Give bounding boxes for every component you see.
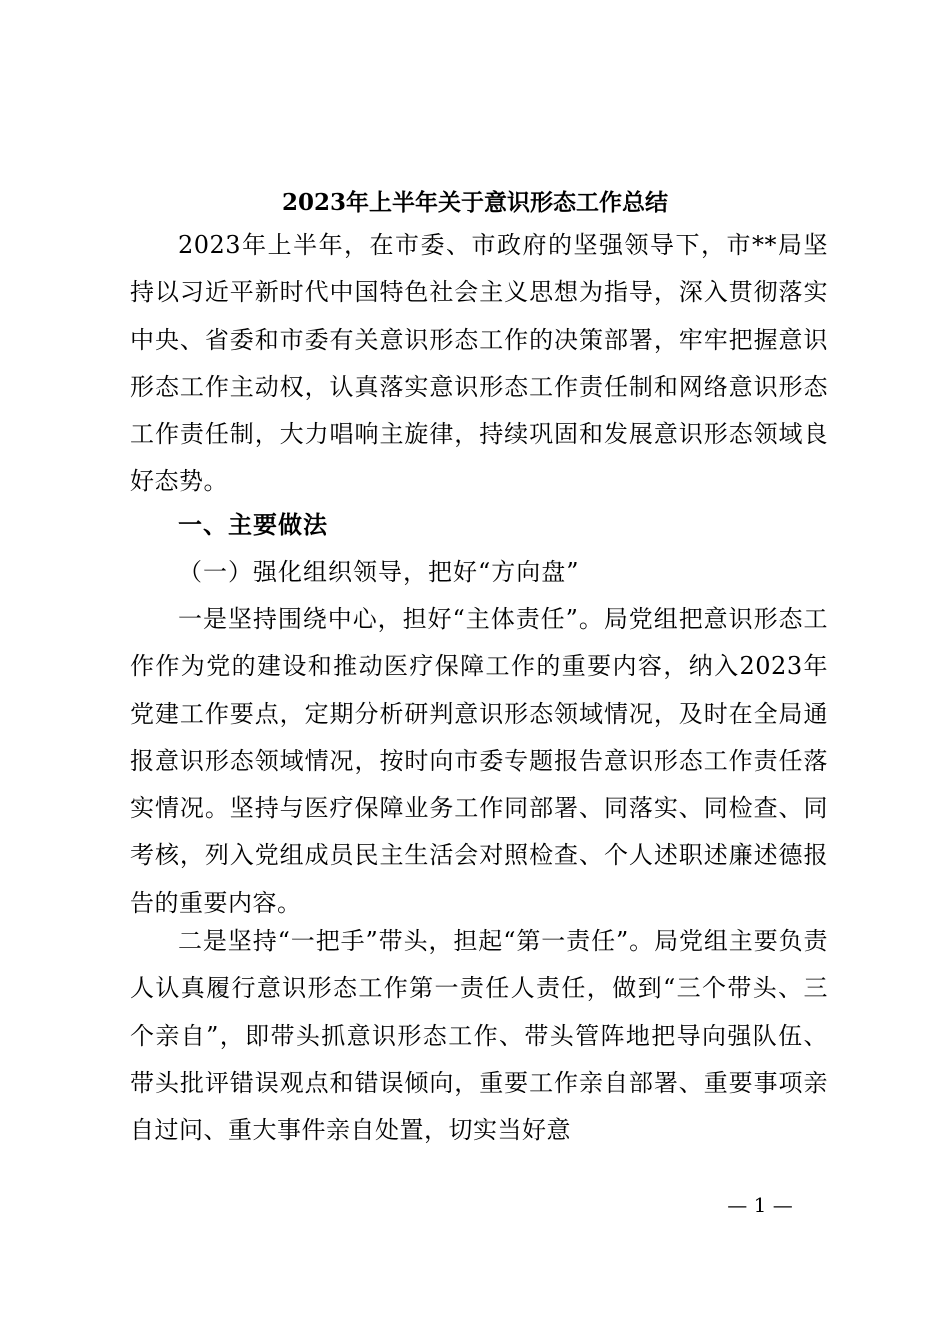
paragraph-block-1: [130, 596, 828, 927]
body-paragraph: 一是坚持围绕中心，担好“主体责任”。局党组把意识形态工作作为党的建设和推动医疗保障工作的重要内容，纳入2023年党建工作要点，定期分析研判意识形态领域情况，及时在全局通报意识形态领域情况，按时向市委专题报告意识形态工作责任落实情况。坚持与医疗保障业务工作同部署、同落实、同检查、同考核，列入党组成员民主生活会对照检查、个人述职述廉述德报告的重要内容。: [130, 605, 828, 917]
section-heading: 一、主要做法: [178, 511, 328, 539]
body-paragraph: 二是坚持“一把手”带头，担起“第一责任”。局党组主要负责人认真履行意识形态工作第一责任人责任，做到“三个带头、三个亲自”，即带头抓意识形态工作、带头管阵地把导向强队伍、带头批评错误观点和错误倾向，重要工作亲自部署、重要事项亲自过问、重大事件亲自处置，切实当好意: [130, 927, 828, 1145]
intro-paragraph: 2023年上半年，在市委、市政府的坚强领导下，市**局坚持以习近平新时代中国特色社会主义思想为指导，深入贯彻落实中央、省委和市委有关意识形态工作的决策部署，牢牢把握意识形态工作主动权，认真落实意识形态工作责任制和网络意识形态工作责任制，大力唱响主旋律，持续巩固和发展意识形态领域良好态势。: [130, 231, 828, 496]
paragraph-block-2: [130, 918, 828, 1154]
subsection-heading: （一）强化组织领导，把好“方向盘”: [178, 558, 580, 586]
intro-block: [130, 222, 828, 506]
page-number: — 1 —: [727, 1193, 793, 1217]
document-title: 2023年上半年关于意识形态工作总结: [281, 189, 668, 216]
